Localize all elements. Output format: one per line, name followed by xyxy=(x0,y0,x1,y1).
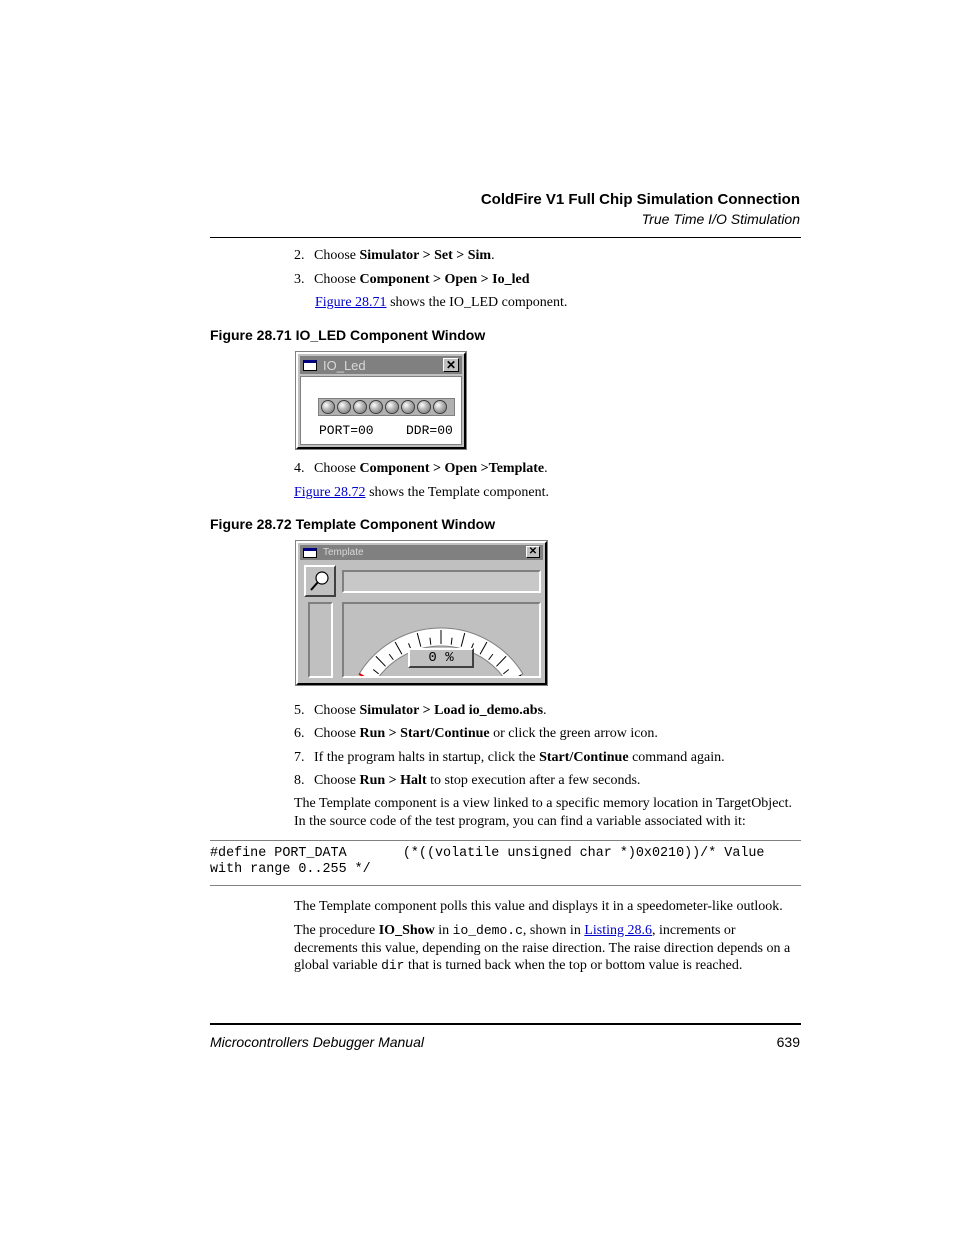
speedometer-panel xyxy=(342,602,541,678)
led-indicator xyxy=(353,400,367,414)
paragraph-io-show-line3: global variable dir that is turned back when the top or bottom value is reached. xyxy=(294,958,743,973)
io-led-client-area xyxy=(300,376,462,445)
gauge-value: 0 % xyxy=(408,648,474,668)
paragraph-polls: The Template component polls this value and displays it in a speedometer-like outlook. xyxy=(294,899,783,914)
code-top-rule xyxy=(210,840,801,841)
led-indicator xyxy=(417,400,431,414)
magnifier-button[interactable] xyxy=(304,565,336,597)
led-indicator xyxy=(321,400,335,414)
close-icon[interactable]: ✕ xyxy=(526,546,540,558)
window-system-icon[interactable] xyxy=(303,360,317,371)
figure-28-72-link[interactable]: Figure 28.72 xyxy=(294,485,366,500)
io-led-titlebar[interactable] xyxy=(300,356,462,374)
magnifier-icon xyxy=(306,567,334,595)
figure-72-caption: Figure 28.72 Template Component Window xyxy=(210,516,496,532)
running-header-title: ColdFire V1 Full Chip Simulation Connection xyxy=(480,191,800,208)
port-value: PORT=00 xyxy=(319,423,374,438)
ddr-value: DDR=00 xyxy=(406,423,453,438)
figure-28-71-link[interactable]: Figure 28.71 xyxy=(315,295,387,310)
figure-72-reference: Figure 28.72 shows the Template component. xyxy=(294,485,550,500)
close-icon[interactable]: ✕ xyxy=(443,358,459,372)
step-3: 3. Choose Component > Open > Io_led xyxy=(294,272,530,287)
template-titlebar[interactable] xyxy=(300,545,543,560)
led-indicator xyxy=(401,400,415,414)
step-8: 8. Choose Run > Halt to stop execution after a few seconds. xyxy=(294,773,641,788)
led-indicator xyxy=(337,400,351,414)
paragraph-io-show-line1: The procedure IO_Show in io_demo.c, shown in Listing 28.6, increments or xyxy=(294,923,736,938)
paragraph-template-line1: The Template component is a view linked to a specific memory location in TargetObject. xyxy=(294,796,793,811)
window-system-icon[interactable] xyxy=(303,548,317,558)
template-window xyxy=(296,541,547,685)
io-led-window-title: IO_Led xyxy=(323,357,366,373)
led-indicator xyxy=(369,400,383,414)
listing-28-6-link[interactable]: Listing 28.6 xyxy=(584,923,652,938)
footer-rule xyxy=(210,1023,801,1025)
led-indicator xyxy=(433,400,447,414)
io-led-window xyxy=(296,352,466,449)
value-field[interactable] xyxy=(342,570,541,593)
running-header-subtitle: True Time I/O Stimulation xyxy=(641,211,800,227)
code-bottom-rule xyxy=(210,885,801,886)
step-5: 5. Choose Simulator > Load io_demo.abs. xyxy=(294,703,547,718)
side-bar[interactable] xyxy=(308,602,333,678)
paragraph-io-show-line2: decrements this value, depending on the raise direction. The raise direction depends on a xyxy=(294,941,791,956)
header-rule xyxy=(210,237,801,238)
led-row xyxy=(318,398,455,416)
paragraph-template-line2: In the source code of the test program, you can find a variable associated with it: xyxy=(294,814,746,829)
step-4: 4. Choose Component > Open >Template. xyxy=(294,461,548,476)
figure-71-caption: Figure 28.71 IO_LED Component Window xyxy=(210,327,486,343)
code-line-2: with range 0..255 */ xyxy=(210,862,371,877)
step-2: 2. Choose Simulator > Set > Sim. xyxy=(294,248,495,263)
step-6: 6. Choose Run > Start/Continue or click the green arrow icon. xyxy=(294,726,658,741)
step-7: 7. If the program halts in startup, click the Start/Continue command again. xyxy=(294,750,725,765)
figure-71-reference: Figure 28.71 shows the IO_LED component. xyxy=(315,295,568,310)
footer-page-number: 639 xyxy=(776,1034,800,1050)
footer-manual-title: Microcontrollers Debugger Manual xyxy=(210,1034,424,1050)
code-line-1: #define PORT_DATA (*((volatile unsigned char *)0x0210))/* Value xyxy=(210,846,765,861)
template-window-title: Template xyxy=(323,547,364,558)
led-indicator xyxy=(385,400,399,414)
